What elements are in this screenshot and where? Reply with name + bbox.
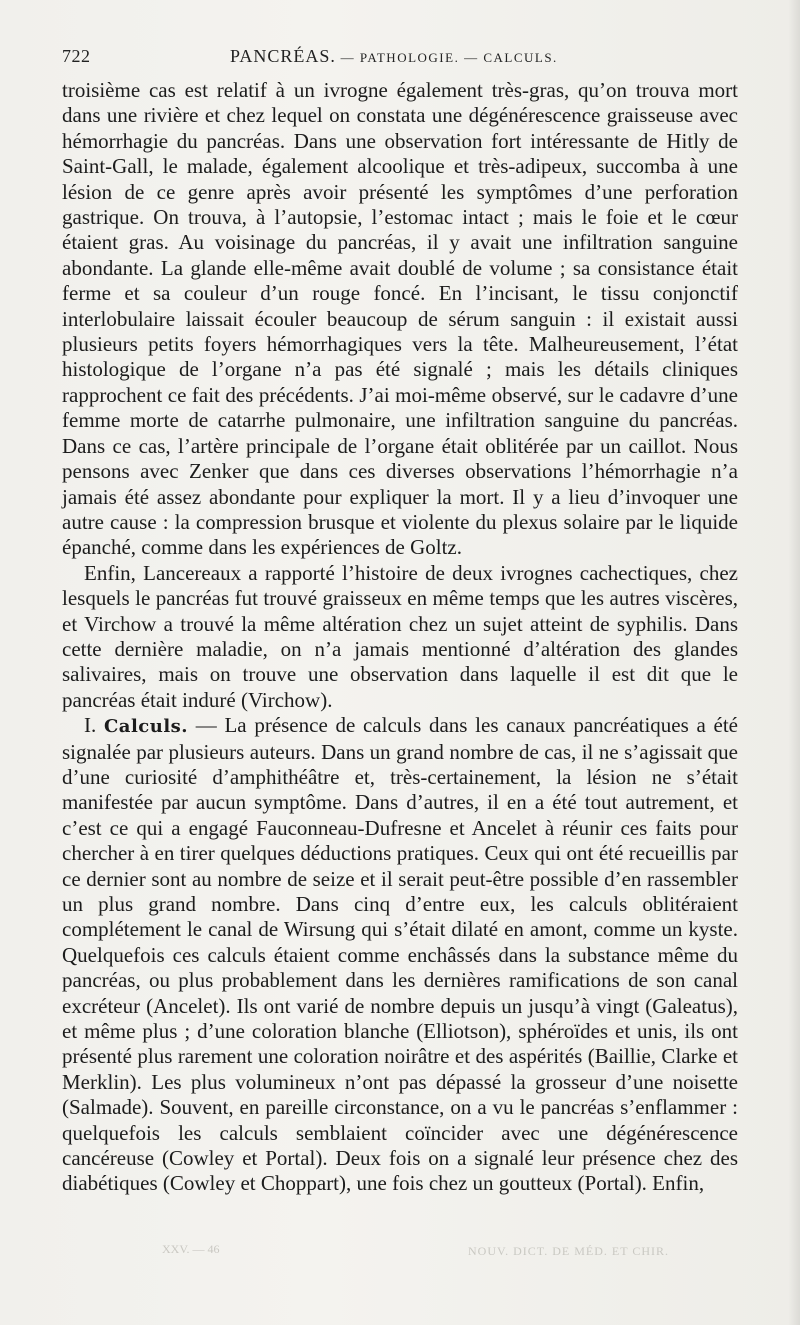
section-pathologie: PATHOLOGIE. [359,50,460,65]
page-edge-shadow [788,0,800,1325]
section-number: I. [84,713,104,738]
footer-signature [62,1242,738,1264]
running-title [230,46,558,67]
signature-dictionary: NOUV. DICT. DE MÉD. ET CHIR. [468,1244,669,1258]
subsection-calculs: CALCULS. [483,50,558,65]
running-header [62,46,738,72]
title-pancreas: PANCRÉAS. [230,46,336,66]
separator-1: — [335,50,360,65]
section-title-calculs: Calculs. [103,716,189,738]
body-text [62,78,738,1197]
separator-2: — [459,50,484,65]
paragraph-lancereaux: Enfin, Lancereaux a rapporté l’histoire de deux ivrognes cachectiques, chez lesquels le pancréas fut trouvé graisseux en même temps que les autres viscères, et Virchow a trouvé la même altération chez un sujet atteint de syphilis. Dans cette dernière maladie, on n’a jamais mentionné d’altération des glandes salivaires, mais on trouve une observation dans laquelle il est dit que le pancréas était induré (Virchow). [62,560,738,712]
paragraph-continuation: troisième cas est relatif à un ivrogne également très-gras, qu’on trouva mort dans une rivière et chez lequel on constata une dégénérescence graisseuse avec hémorrhagie du pancréas. Dans une observation fort intéressante de Hitly de Saint-Gall, le malade, également alcoolique et très-adipeux, succomba à une lésion de ce genre après avoir présenté les symptômes d’une perforation gastrique. On trouva, à l’autopsie, l’estomac intact ; mais le foie et le cœur étaient gras. Au voisinage du pancréas, il y avait une infiltration sanguine abondante. La glande elle-même avait doublé de volume ; sa consistance était ferme et sa couleur d’un rouge foncé. En l’incisant, le tissu conjonctif interlobulaire laissait écouler beaucoup de sérum sanguin : il existait aussi plusieurs petits foyers hémorrhagiques vers la tête. Malheureusement, l’état histologique de l’organe n’a pas été signalé ; mais les détails cliniques rapprochent ce fait des précédents. J’ai moi-même observé, sur le cadavre d’une femme morte de catarrhe pulmonaire, une infiltration sanguine du pancréas. Dans ce cas, l’artère principale de l’organe était oblitérée par un caillot. Nous pensons avec Zenker que dans ces diverses observations l’hémorrhagie n’a jamais été assez abondante pour expliquer la mort. Il y a lieu d’invoquer une autre cause : la compression brusque et violente du plexus solaire par le liquide épanché, comme dans les expériences de Goltz. [62,78,738,560]
paragraph-calculs-text: — La présence de calculs dans les canaux pancréatiques a été signalée par plusieurs auteurs. Dans un grand nombre de cas, il ne s’agissait que d’une curiosité d’amphithéâtre et, très-certainement, la lésion ne s’était manifestée par aucun symptôme. Dans d’autres, il en a été tout autrement, et c’est ce qui a engagé Fauconneau-Dufresne et Ancelet à réunir ces faits pour chercher à en tirer quelques déductions pratiques. Ceux qui ont été recueillis par ce dernier sont au nombre de seize et il serait peut-être possible d’en rassembler un plus grand nombre. Dans cinq d’entre eux, les calculs oblitéraient complétement le canal de Wirsung qui s’était dilaté en amont, comme un kyste. Quelquefois ces calculs étaient comme enchâssés dans la substance même du pancréas, ou plus probablement dans les dernières ramifications de son canal excréteur (Ancelet). Ils ont varié de nombre depuis un jusqu’à vingt (Galeatus), et même plus ; d’une coloration blanche (Elliotson), sphéroïdes et unis, ils ont présenté plus rarement une coloration noirâtre et des aspérités (Baillie, Clarke et Merklin). Les plus volumineux n’ont pas dépassé la grosseur d’une noisette (Salmade). Souvent, en pareille circonstance, on a vu le pancréas s’enflammer : quelquefois les calculs semblaient coïncider avec une dégénérescence cancéreuse (Cowley et Portal). Deux fois on a signalé leur présence chez des diabétiques (Cowley et Choppart), une fois chez un goutteux (Portal). Enfin, [62,713,738,1196]
signature-mark: XXV. — 46 [162,1242,220,1256]
page-number: 722 [62,46,91,66]
paragraph-calculs [62,713,738,1197]
